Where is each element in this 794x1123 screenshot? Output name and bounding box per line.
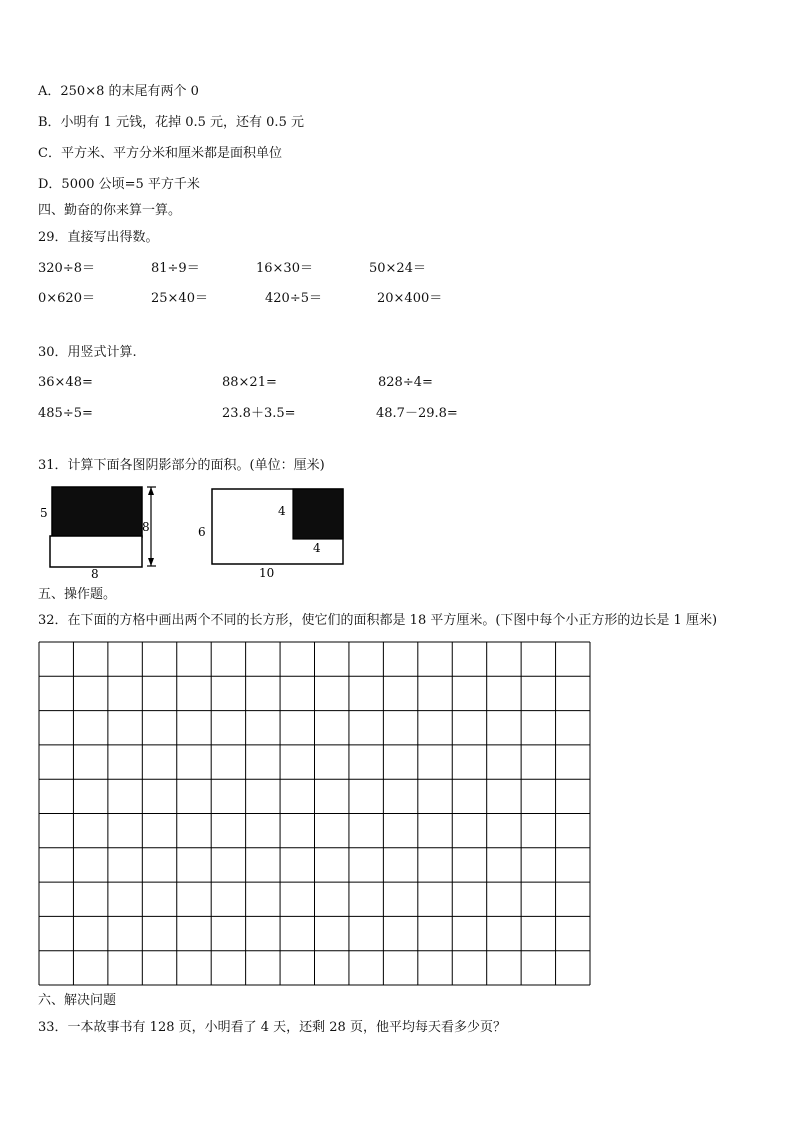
unshaded-region [50, 536, 142, 567]
q29-item: 81÷9＝ [151, 261, 200, 276]
q30-item: 36×48= [38, 375, 93, 390]
width-label: 10 [259, 566, 275, 580]
q30-item: 23.8＋3.5= [222, 406, 296, 421]
q29-item: 320÷8＝ [38, 261, 95, 276]
shaded-region [52, 487, 142, 537]
question-30-title: 30．用竖式计算. [38, 345, 137, 360]
side-label: 5 [40, 506, 48, 520]
figure-1 [38, 482, 163, 580]
q29-item: 0×620＝ [38, 291, 95, 306]
q29-item: 50×24＝ [369, 261, 426, 276]
shade-width-label: 4 [313, 541, 321, 555]
shade-height-label: 4 [278, 504, 286, 518]
option-a: A．250×8 的末尾有两个 0 [38, 84, 199, 99]
shaded-square [293, 489, 343, 539]
q30-item: 48.7－29.8= [376, 406, 458, 421]
option-c: C．平方米、平方分米和厘米都是面积单位 [38, 146, 282, 161]
question-33-title: 33．一本故事书有 128 页，小明看了 4 天，还剩 28 页，他平均每天看多少页？ [38, 1020, 506, 1035]
left-label: 6 [198, 525, 206, 539]
section-5-heading: 五、操作题。 [38, 587, 117, 602]
q30-item: 828÷4= [378, 375, 433, 390]
q30-item: 485÷5= [38, 406, 93, 421]
section-4-heading: 四、勤奋的你来算一算。 [38, 203, 182, 218]
q29-item: 20×400＝ [377, 291, 443, 306]
square-grid [38, 641, 591, 986]
option-d: D．5000 公顷=5 平方千米 [38, 177, 200, 192]
question-31-title: 31．计算下面各图阴影部分的面积。(单位：厘米) [38, 458, 325, 473]
option-b: B．小明有 1 元钱，花掉 0.5 元，还有 0.5 元 [38, 115, 304, 130]
question-29-title: 29．直接写出得数。 [38, 230, 159, 245]
height-label: 8 [142, 520, 150, 534]
figure-2 [194, 482, 349, 580]
question-32-title: 32．在下面的方格中画出两个不同的长方形，使它们的面积都是 18 平方厘米。(下图中每个小正方形的边长是 1 厘米) [38, 613, 718, 628]
q29-item: 25×40＝ [151, 291, 208, 306]
q30-item: 88×21= [222, 375, 277, 390]
q29-item: 420÷5＝ [265, 291, 322, 306]
width-label: 8 [91, 567, 99, 580]
section-6-heading: 六、解决问题 [38, 993, 117, 1008]
q29-item: 16×30＝ [256, 261, 313, 276]
